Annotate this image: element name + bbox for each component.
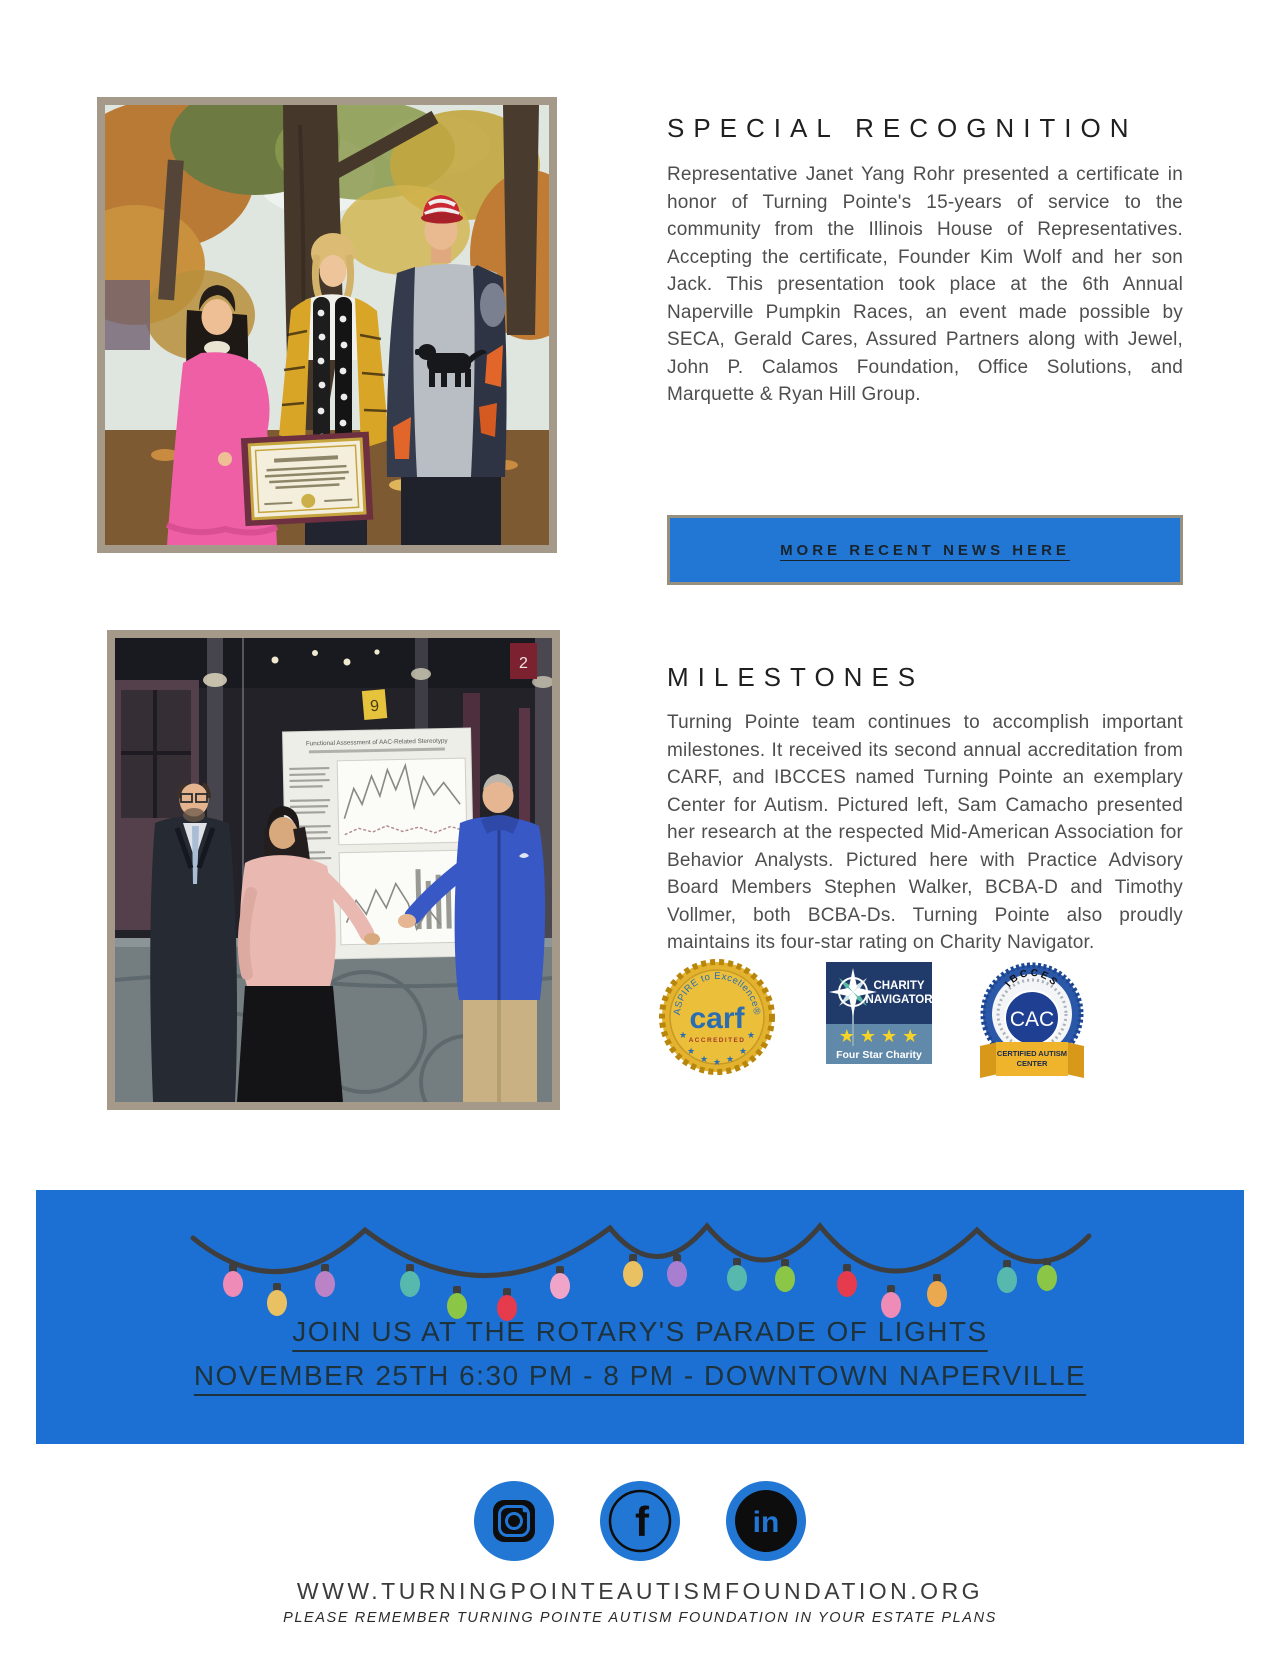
svg-text:f: f [635,1498,649,1545]
more-recent-news-label: MORE RECENT NEWS HERE [780,541,1070,559]
background-building [105,280,150,350]
certificate [241,432,373,527]
special-recognition-body: Representative Janet Yang Rohr presented a certificate in honor of Turning Pointe's 15-years of service to the community from the Illinois House of Representatives. Accepting the certificate, Founder Kim Wolf and her son Jack. This presentation took place at the 6th Annual Naperville Pumpkin Races, an event made possible by SECA, Gerald Cares, Assured Partners along with Jewel, John P. Calamos Foundation, Office Solutions, and Marquette & Ryan Hill Group. [667,164,1183,405]
milestones-title: MILESTONES [667,662,925,693]
social-links-row [0,1481,1280,1561]
four-star-charity-caption: Four Star Charity [836,1049,922,1061]
svg-text:★: ★ [738,1046,748,1056]
svg-text:★: ★ [678,1030,688,1040]
ibcces-arc-text: IBCCES [1003,967,1061,990]
carf-accredited-badge [658,958,776,1081]
cac-ribbon [980,1042,1084,1078]
photo2-person-left [150,784,237,1103]
photo2-illustration [115,638,552,1102]
charity-navigator-line2: NAVIGATOR [865,994,932,1006]
svg-text:9: 9 [369,697,380,716]
website-link[interactable]: WWW.TURNINGPOINTEAUTISMFOUNDATION.ORG [296,1578,984,1604]
carf-arc-text: ASPIRE to Excellence® [671,970,763,1016]
photo-research-poster [107,630,560,1110]
svg-text:2: 2 [519,655,528,672]
certified-autism-center-badge [966,958,1098,1087]
photo-certificate-presentation [97,97,557,553]
svg-text:CERTIFIED AUTISM: CERTIFIED AUTISM [996,1049,1068,1058]
room-sign [510,643,537,679]
svg-text:★: ★ [686,1046,696,1056]
carf-wordmark: carf [689,1002,745,1035]
easel-number-card [362,689,387,720]
cac-wordmark: CAC [1009,1008,1055,1031]
svg-text:★: ★ [712,1057,722,1067]
instagram-icon[interactable] [474,1481,554,1561]
svg-text:★: ★ [725,1054,735,1064]
facebook-icon[interactable] [600,1481,680,1561]
estate-plans-note: PLEASE REMEMBER TURNING POINTE AUTISM FOUNDATION IN YOUR ESTATE PLANS [283,1610,997,1626]
svg-text:★: ★ [746,1030,756,1040]
parade-invite-link[interactable]: JOIN US AT THE ROTARY'S PARADE OF LIGHTS [292,1316,988,1347]
parade-of-lights-banner [36,1190,1244,1444]
more-recent-news-button[interactable] [667,515,1183,585]
parade-datetime-link[interactable]: NOVEMBER 25TH 6:30 PM - 8 PM - DOWNTOWN NAPERVILLE [193,1360,1087,1391]
photo1-illustration [105,105,549,545]
svg-text:★: ★ [699,1054,709,1064]
carf-accredited-label: ACCREDITED [688,1037,746,1044]
charity-navigator-badge [826,962,932,1069]
special-recognition-title: SPECIAL RECOGNITION [667,113,1138,144]
charity-navigator-line1: CHARITY [873,980,925,992]
linkedin-icon[interactable] [726,1481,806,1561]
string-lights-illustration [185,1204,1095,1324]
poster-title: Functional Assessment of AAC-Related Stereotypy [305,737,448,748]
four-stars: ★★★★ [838,1026,924,1046]
svg-text:CENTER: CENTER [1016,1059,1048,1068]
milestones-body: Turning Pointe team continues to accomplish important milestones. It received its second annual accreditation from CARF, and IBCCES named Turning Pointe an exemplary Center for Autism. Pictured left, Sam Camacho presented her research at the respected Mid-American Association for Behavior Analysts. Pictured here with Practice Advisory Board Members Stephen Walker, BCBA-D and Timothy Vollmer, both BCBA-Ds. Turning Pointe also proudly maintains its four-star rating on Charity Navigator. [667,712,1183,953]
svg-text:in: in [752,1506,780,1539]
